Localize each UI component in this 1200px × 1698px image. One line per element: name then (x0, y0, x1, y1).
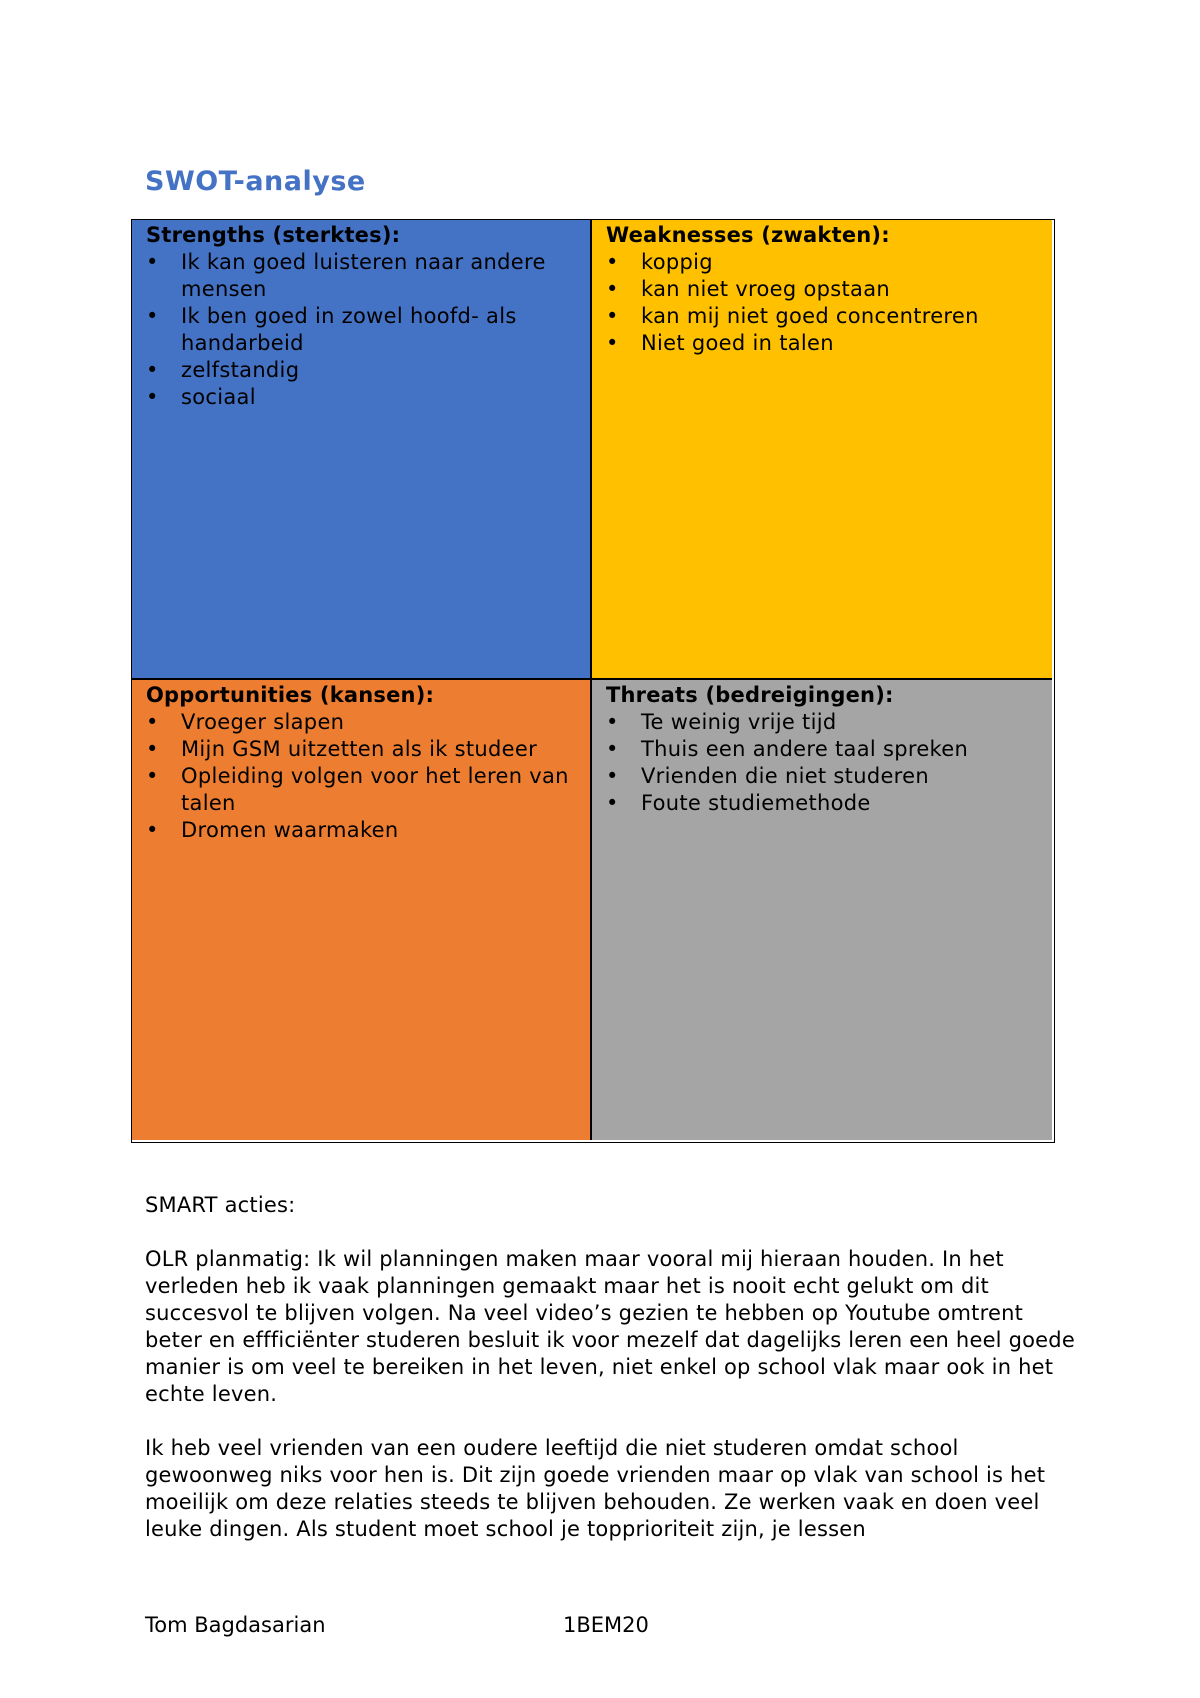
list-item: • Te weinig vrije tijd (606, 709, 1042, 736)
paragraph: Ik heb veel vrienden van een oudere leeftijd die niet studeren omdat school gewoonweg niks voor hen is. Dit zijn goede vrienden maar op vlak van school is het moeilijk om deze relaties steeds te blijven behouden. Ze werken vaak en doen veel leuke dingen. Als student moet school je topprioriteit zijn, je lessen (145, 1436, 1046, 1541)
opportunities-title: Opportunities (kansen): (146, 683, 435, 707)
opportunities-list (146, 709, 580, 844)
list-item: • Opleiding volgen voor het leren van talen (146, 763, 580, 817)
body-text (145, 1192, 1075, 1570)
footer-class-code: 1BEM20 (563, 1613, 649, 1637)
page-title: SWOT-analyse (145, 166, 366, 197)
list-item: • Foute studiemethode (606, 790, 1042, 817)
list-item: • Ik ben goed in zowel hoofd- als handarbeid (146, 303, 580, 357)
list-item: • koppig (606, 249, 1042, 276)
list-item: • Vrienden die niet studeren (606, 763, 1042, 790)
list-item: • kan mij niet goed concentreren (606, 303, 1042, 330)
strengths-quadrant (132, 220, 592, 680)
threats-quadrant (592, 680, 1052, 1140)
weaknesses-quadrant (592, 220, 1052, 680)
smart-heading: SMART acties: (145, 1193, 296, 1217)
list-item: • kan niet vroeg opstaan (606, 276, 1042, 303)
list-item: • zelfstandig (146, 357, 580, 384)
list-item: • Dromen waarmaken (146, 817, 580, 844)
swot-matrix (131, 219, 1055, 1143)
threats-title: Threats (bedreigingen): (606, 683, 894, 707)
paragraph: OLR planmatig: Ik wil planningen maken maar vooral mij hieraan houden. In het verleden heb ik vaak planningen gemaakt maar het is nooit echt gelukt om dit succesvol te blijven volgen. Na veel video’s gezien te hebben op Youtube omtrent beter en effficiënter studeren besluit ik voor mezelf dat dagelijks leren een heel goede manier is om veel te bereiken in het leven, niet enkel op school vlak maar ook in het echte leven. (145, 1247, 1075, 1406)
threats-list (606, 709, 1042, 817)
list-item: • Niet goed in talen (606, 330, 1042, 357)
strengths-list (146, 249, 580, 411)
list-item: • Mijn GSM uitzetten als ik studeer (146, 736, 580, 763)
weaknesses-title: Weaknesses (zwakten): (606, 223, 890, 247)
list-item: • Vroeger slapen (146, 709, 580, 736)
list-item: • Thuis een andere taal spreken (606, 736, 1042, 763)
opportunities-quadrant (132, 680, 592, 1140)
weaknesses-list (606, 249, 1042, 357)
strengths-title: Strengths (sterktes): (146, 223, 401, 247)
list-item: • Ik kan goed luisteren naar andere mensen (146, 249, 580, 303)
list-item: • sociaal (146, 384, 580, 411)
footer-author: Tom Bagdasarian (145, 1613, 326, 1637)
